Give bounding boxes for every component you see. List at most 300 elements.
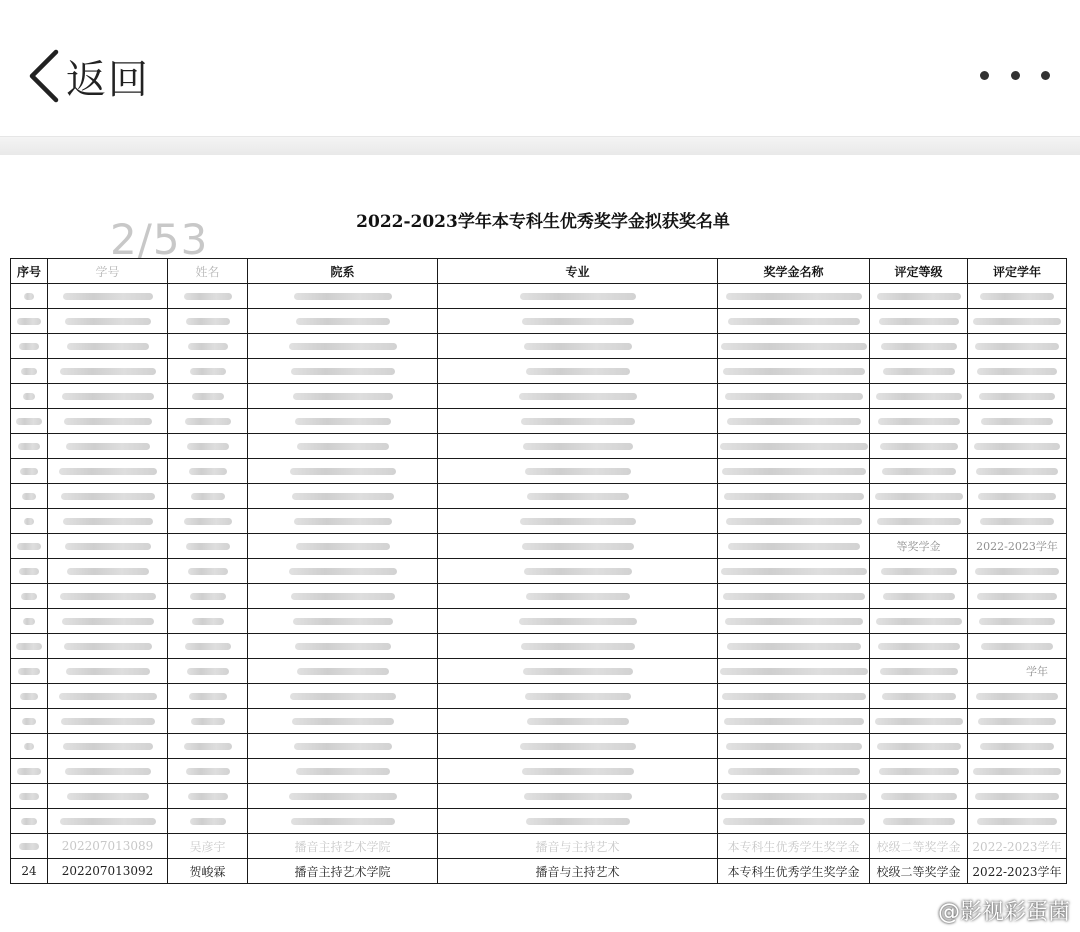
redaction-blur: [292, 493, 394, 500]
redaction-blur: [728, 768, 860, 775]
cell-level: [870, 784, 968, 809]
redaction-blur: [190, 368, 226, 375]
redaction-blur: [976, 693, 1058, 700]
header-department: 院系: [248, 259, 438, 284]
table-row-redacted: [11, 659, 1067, 684]
redaction-blur: [295, 418, 391, 425]
cell-student-id: [48, 684, 168, 709]
redaction-blur: [883, 593, 955, 600]
table-row-redacted: [11, 284, 1067, 309]
redaction-blur: [290, 468, 396, 475]
redaction-blur: [979, 618, 1055, 625]
cell-department: 播音主持艺术学院: [248, 834, 438, 859]
cell-department: [248, 459, 438, 484]
redaction-blur: [524, 568, 632, 575]
redaction-blur: [975, 793, 1059, 800]
redaction-blur: [67, 568, 149, 575]
cell-year: 2022-2023学年: [968, 859, 1067, 884]
cell-department: [248, 584, 438, 609]
cell-level: [870, 684, 968, 709]
redaction-blur: [59, 468, 157, 475]
table-row-redacted: [11, 384, 1067, 409]
redaction-blur: [188, 343, 228, 350]
cell-major: [438, 284, 718, 309]
redaction-blur: [725, 618, 863, 625]
redaction-blur: [981, 643, 1053, 650]
cell-year: [968, 809, 1067, 834]
cell-index: [11, 359, 48, 384]
cell-name: [168, 584, 248, 609]
cell-index: [11, 734, 48, 759]
cell-department: [248, 759, 438, 784]
cell-level: [870, 309, 968, 334]
cell-level: [870, 484, 968, 509]
cell-index: [11, 709, 48, 734]
cell-scholarship: [718, 684, 870, 709]
cell-index: [11, 509, 48, 534]
cell-scholarship: [718, 434, 870, 459]
redaction-blur: [20, 468, 38, 475]
cell-level: [870, 809, 968, 834]
cell-name: [168, 709, 248, 734]
redaction-blur: [184, 518, 232, 525]
back-label: 返回: [66, 56, 150, 103]
cell-year: [968, 309, 1067, 334]
redaction-blur: [527, 718, 629, 725]
redaction-blur: [726, 743, 862, 750]
cell-level: [870, 334, 968, 359]
redaction-blur: [294, 518, 392, 525]
cell-major: [438, 584, 718, 609]
redaction-blur: [876, 393, 962, 400]
cell-major: [438, 734, 718, 759]
cell-name: [168, 734, 248, 759]
redaction-blur: [523, 443, 633, 450]
redaction-blur: [185, 643, 231, 650]
cell-major: [438, 384, 718, 409]
redaction-blur: [875, 718, 963, 725]
redaction-blur: [21, 368, 37, 375]
redaction-blur: [520, 518, 636, 525]
redaction-blur: [60, 368, 156, 375]
redaction-blur: [289, 793, 397, 800]
cell-student-id: [48, 634, 168, 659]
redaction-blur: [721, 568, 867, 575]
redaction-blur: [19, 568, 39, 575]
cell-year: [968, 534, 1067, 559]
redaction-blur: [296, 768, 390, 775]
redaction-blur: [189, 468, 227, 475]
redaction-blur: [725, 393, 863, 400]
document-viewer[interactable]: [0, 155, 1080, 932]
redaction-blur: [62, 393, 154, 400]
cell-department: [248, 334, 438, 359]
cell-department: [248, 809, 438, 834]
redaction-blur: [882, 693, 956, 700]
cell-year: [968, 659, 1067, 684]
redaction-blur: [524, 343, 632, 350]
table-row-redacted: [11, 484, 1067, 509]
table-row-redacted: [11, 509, 1067, 534]
cell-year: [968, 509, 1067, 534]
redaction-blur: [525, 693, 631, 700]
cell-scholarship: [718, 584, 870, 609]
cell-scholarship: [718, 534, 870, 559]
cell-student-id: [48, 534, 168, 559]
cell-level: [870, 584, 968, 609]
cell-year: [968, 334, 1067, 359]
redaction-blur: [190, 818, 226, 825]
redaction-blur: [526, 818, 630, 825]
redaction-blur: [290, 693, 396, 700]
cell-year: [968, 734, 1067, 759]
redaction-blur: [19, 343, 39, 350]
cell-name: [168, 659, 248, 684]
table-row-redacted: [11, 634, 1067, 659]
cell-index: [11, 584, 48, 609]
cell-major: [438, 609, 718, 634]
more-dot-icon: [980, 71, 989, 80]
redaction-blur: [722, 468, 866, 475]
cell-student-id: [48, 434, 168, 459]
top-bar: [0, 0, 1080, 136]
cell-level: [870, 434, 968, 459]
cell-scholarship: [718, 634, 870, 659]
redaction-blur: [520, 743, 636, 750]
redaction-blur: [728, 543, 860, 550]
cell-index: [11, 684, 48, 709]
cell-name: [168, 534, 248, 559]
cell-scholarship: [718, 384, 870, 409]
redaction-blur: [18, 668, 40, 675]
cell-level: [870, 384, 968, 409]
redaction-blur: [17, 543, 41, 550]
cell-level: [870, 284, 968, 309]
header-major: 专业: [438, 259, 718, 284]
redaction-blur: [981, 418, 1053, 425]
cell-major: [438, 459, 718, 484]
cell-scholarship: [718, 459, 870, 484]
redaction-blur: [728, 318, 860, 325]
redaction-blur: [59, 693, 157, 700]
cell-department: [248, 384, 438, 409]
redaction-blur: [184, 743, 232, 750]
cell-index: [11, 559, 48, 584]
cell-index: [11, 834, 48, 859]
redaction-blur: [66, 443, 150, 450]
table-row-redacted: [11, 784, 1067, 809]
redaction-blur: [63, 293, 153, 300]
redaction-blur: [188, 568, 228, 575]
redaction-blur: [17, 768, 41, 775]
redaction-blur: [974, 443, 1060, 450]
cell-name: [168, 634, 248, 659]
redaction-blur: [520, 293, 636, 300]
cell-scholarship: [718, 484, 870, 509]
redaction-blur: [726, 518, 862, 525]
cell-name: [168, 609, 248, 634]
cell-index: [11, 409, 48, 434]
cell-major: [438, 409, 718, 434]
redaction-blur: [522, 543, 634, 550]
cell-index: [11, 384, 48, 409]
more-options-button[interactable]: [980, 58, 1050, 92]
redaction-blur: [726, 293, 862, 300]
page-indicator: 2/53: [110, 215, 209, 264]
redaction-blur: [186, 768, 230, 775]
redaction-blur: [977, 593, 1057, 600]
redaction-blur: [521, 643, 635, 650]
redaction-blur: [877, 743, 961, 750]
redaction-blur: [187, 443, 229, 450]
table-row-redacted: [11, 359, 1067, 384]
redaction-blur: [297, 443, 389, 450]
redaction-blur: [880, 443, 958, 450]
cell-year: [968, 484, 1067, 509]
document-title: 2022-2023学年本专科生优秀奖学金拟获奖名单: [356, 212, 730, 232]
redaction-blur: [720, 443, 868, 450]
cell-index: [11, 309, 48, 334]
redaction-blur: [292, 718, 394, 725]
redaction-blur: [724, 493, 864, 500]
cell-major: [438, 309, 718, 334]
cell-department: [248, 409, 438, 434]
redaction-blur: [524, 793, 632, 800]
redaction-blur: [880, 668, 958, 675]
redaction-blur: [881, 793, 957, 800]
cell-index: [11, 284, 48, 309]
cell-index: [11, 434, 48, 459]
cell-major: [438, 709, 718, 734]
cell-index: [11, 534, 48, 559]
cell-year: [968, 559, 1067, 584]
redaction-blur: [22, 493, 36, 500]
redaction-blur: [724, 718, 864, 725]
cell-student-id: [48, 334, 168, 359]
redaction-blur: [522, 768, 634, 775]
redaction-blur: [23, 618, 35, 625]
cell-year: [968, 409, 1067, 434]
redaction-blur: [877, 518, 961, 525]
cell-year: [968, 359, 1067, 384]
cell-year: [968, 459, 1067, 484]
cell-year: [968, 634, 1067, 659]
cell-level: [870, 759, 968, 784]
header-scholarship: 奖学金名称: [718, 259, 870, 284]
redaction-blur: [721, 343, 867, 350]
cell-index: [11, 459, 48, 484]
cell-department: [248, 634, 438, 659]
redaction-blur: [723, 368, 865, 375]
cell-department: [248, 784, 438, 809]
redaction-blur: [881, 343, 957, 350]
weibo-logo-icon: [904, 899, 934, 923]
cell-level: [870, 659, 968, 684]
cell-name: [168, 509, 248, 534]
redaction-blur: [16, 643, 42, 650]
more-dot-icon: [1041, 71, 1050, 80]
redaction-blur: [291, 368, 395, 375]
redaction-blur: [980, 518, 1054, 525]
redaction-blur: [184, 293, 232, 300]
cell-major: [438, 684, 718, 709]
redaction-blur: [975, 343, 1059, 350]
redaction-blur: [975, 568, 1059, 575]
cell-year: [968, 384, 1067, 409]
table-row-redacted: [11, 609, 1067, 634]
cell-student-id: [48, 459, 168, 484]
table-row-redacted: [11, 709, 1067, 734]
cell-year: [968, 684, 1067, 709]
redaction-blur: [521, 418, 635, 425]
redaction-blur: [190, 593, 226, 600]
cell-name: [168, 684, 248, 709]
redaction-blur: [24, 743, 34, 750]
cell-student-id: [48, 509, 168, 534]
cell-year: [968, 609, 1067, 634]
redaction-blur: [980, 293, 1054, 300]
redaction-blur: [296, 318, 390, 325]
redaction-blur: [980, 743, 1054, 750]
cell-year: [968, 709, 1067, 734]
cell-level: [870, 559, 968, 584]
header-index: 序号: [11, 259, 48, 284]
redaction-blur: [67, 343, 149, 350]
weibo-watermark: [904, 895, 1070, 926]
cell-year: [968, 784, 1067, 809]
cell-major: [438, 434, 718, 459]
cell-department: [248, 309, 438, 334]
table-row-redacted: [11, 559, 1067, 584]
redaction-blur: [727, 418, 861, 425]
cell-student-id: [48, 484, 168, 509]
redaction-blur: [978, 718, 1056, 725]
cell-level: [870, 409, 968, 434]
redaction-blur: [60, 818, 156, 825]
redaction-blur: [526, 593, 630, 600]
cell-level: [870, 459, 968, 484]
cell-department: [248, 484, 438, 509]
cell-name: [168, 559, 248, 584]
cell-name: [168, 484, 248, 509]
redaction-blur: [191, 718, 225, 725]
redaction-blur: [883, 818, 955, 825]
table-row-redacted: [11, 534, 1067, 559]
redaction-blur: [192, 393, 224, 400]
cell-name: [168, 284, 248, 309]
cell-scholarship: [718, 609, 870, 634]
ghost-text: 学年: [1026, 665, 1048, 678]
cell-major: 播音与主持艺术: [438, 834, 718, 859]
cell-student-id: [48, 284, 168, 309]
cell-student-id: [48, 384, 168, 409]
redaction-blur: [978, 493, 1056, 500]
cell-major: [438, 534, 718, 559]
cell-department: [248, 359, 438, 384]
cell-index: [11, 784, 48, 809]
cell-student-id: 202207013092: [48, 859, 168, 884]
redaction-blur: [979, 393, 1055, 400]
cell-index: [11, 759, 48, 784]
redaction-blur: [192, 618, 224, 625]
redaction-blur: [727, 643, 861, 650]
redaction-blur: [295, 643, 391, 650]
redaction-blur: [977, 818, 1057, 825]
cell-scholarship: [718, 659, 870, 684]
cell-major: [438, 334, 718, 359]
cell-department: [248, 734, 438, 759]
table-row-redacted: [11, 584, 1067, 609]
cell-year: 2022-2023学年: [968, 834, 1067, 859]
cell-scholarship: [718, 284, 870, 309]
redaction-blur: [723, 818, 865, 825]
table-row-redacted: [11, 409, 1067, 434]
header-student-id: 学号: [48, 259, 168, 284]
redaction-blur: [189, 693, 227, 700]
watermark-text: @影视彩蛋菌: [937, 900, 1070, 925]
cell-department: [248, 609, 438, 634]
cell-index: [11, 634, 48, 659]
cell-name: [168, 384, 248, 409]
redaction-blur: [879, 768, 959, 775]
redaction-blur: [20, 693, 38, 700]
cell-department: [248, 659, 438, 684]
table-row-redacted: [11, 759, 1067, 784]
redaction-blur: [721, 793, 867, 800]
cell-student-id: [48, 609, 168, 634]
cell-scholarship: [718, 509, 870, 534]
cell-scholarship: 本专科生优秀学生奖学金: [718, 834, 870, 859]
cell-level: [870, 609, 968, 634]
redaction-blur: [191, 493, 225, 500]
table-row-partial: [11, 834, 1067, 859]
redaction-blur: [16, 418, 42, 425]
cell-student-id: [48, 809, 168, 834]
redaction-blur: [883, 368, 955, 375]
redaction-blur: [973, 768, 1061, 775]
redaction-blur: [65, 318, 151, 325]
cell-student-id: [48, 559, 168, 584]
redaction-blur: [877, 293, 961, 300]
table-row-redacted: [11, 809, 1067, 834]
table-row-redacted: [11, 459, 1067, 484]
redaction-blur: [24, 518, 34, 525]
redaction-blur: [66, 668, 150, 675]
redaction-blur: [522, 318, 634, 325]
cell-name: 贺峻霖: [168, 859, 248, 884]
cell-name: [168, 309, 248, 334]
redaction-blur: [976, 468, 1058, 475]
redaction-blur: [293, 393, 393, 400]
cell-student-id: 202207013089: [48, 834, 168, 859]
back-button[interactable]: [26, 44, 150, 108]
redaction-blur: [875, 493, 963, 500]
cell-scholarship: 本专科生优秀学生奖学金: [718, 859, 870, 884]
cell-index: 24: [11, 859, 48, 884]
cell-department: [248, 284, 438, 309]
cell-scholarship: [718, 559, 870, 584]
chevron-left-icon: [26, 49, 60, 103]
cell-major: [438, 484, 718, 509]
cell-scholarship: [718, 809, 870, 834]
redaction-blur: [22, 718, 36, 725]
table-row-redacted: [11, 734, 1067, 759]
redaction-blur: [973, 318, 1061, 325]
redaction-blur: [185, 418, 231, 425]
cell-year: [968, 284, 1067, 309]
award-table: [10, 258, 1067, 884]
redaction-blur: [723, 593, 865, 600]
